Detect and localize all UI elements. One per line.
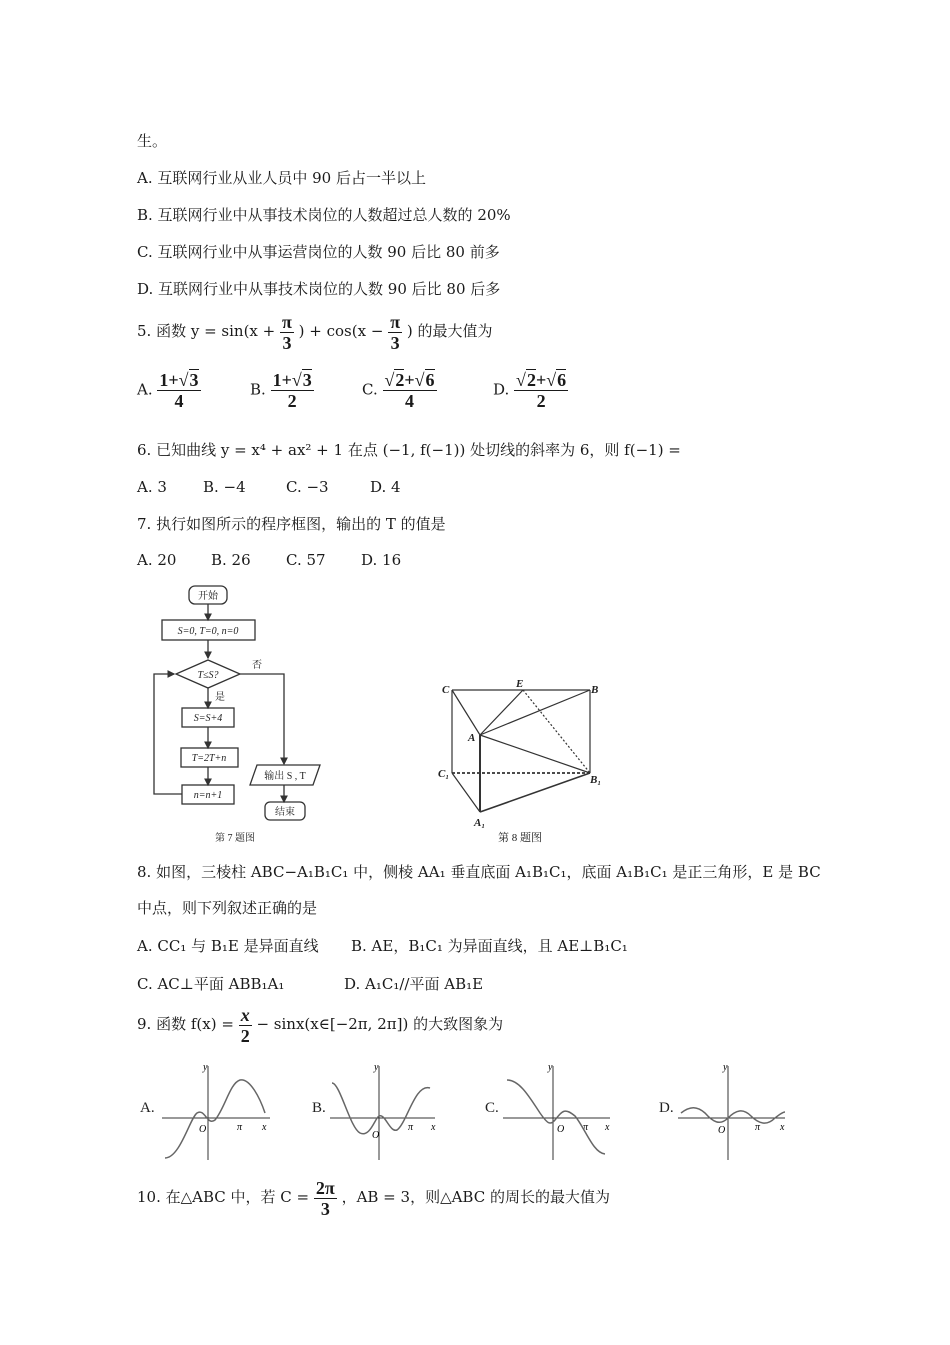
q10-stem [137, 1177, 610, 1219]
q7-option-a: A. 20 [137, 551, 177, 569]
prism-label-e: E [516, 678, 524, 690]
q5-option-a [137, 370, 201, 411]
graph-d [659, 1062, 785, 1160]
q10-frac-den: 3 [320, 1198, 330, 1219]
q4-option-d: D. 互联网行业中从事技术岗位的人数 90 后比 80 后多 [137, 280, 501, 298]
q9-frac-den: 2 [240, 1025, 250, 1046]
prism-label-a1: A₁ [474, 817, 486, 829]
graph-d-x: x [780, 1122, 785, 1133]
q7-option-d: D. 16 [361, 551, 402, 569]
q5-option-c-label: C. [362, 380, 378, 399]
q5-option-b [250, 370, 314, 411]
q10-frac [314, 1178, 337, 1219]
q5-option-a-label: A. [137, 380, 153, 399]
graph-d-label: D. [659, 1100, 674, 1116]
prism-diagram [430, 675, 610, 850]
q5-option-b-den: 2 [287, 391, 297, 411]
q8-option-b: B. AE，B₁C₁ 为异面直线，且 AE⊥B₁C₁ [351, 937, 628, 955]
flow-step2-text: T=2T+n [191, 753, 227, 764]
intro-tail: 生。 [137, 132, 168, 150]
graph-a-curve [165, 1080, 265, 1158]
graph-a-pi: π [237, 1122, 243, 1133]
q6-stem: 6. 已知曲线 y = x⁴ + ax² + 1 在点 (−1, f(−1)) 处切线的斜率为 6，则 f(−1) = [137, 441, 681, 459]
q5-option-a-num: 1+√3 [159, 370, 199, 390]
q5-frac-1-den: 3 [282, 332, 292, 353]
graph-a-y: y [203, 1062, 208, 1073]
graph-a-origin: O [199, 1124, 207, 1135]
q5-option-a-frac [157, 370, 200, 411]
prism-label-b1: B₁ [590, 774, 602, 786]
q5-option-c-num: √2+√6 [384, 370, 435, 390]
flow-init-text: S=0, T=0, n=0 [177, 626, 239, 637]
q5-option-d-den: 2 [536, 391, 546, 411]
q5-suffix: ) 的最大值为 [406, 322, 493, 340]
q5-option-c-den: 4 [405, 391, 415, 411]
q9-frac-num: x [240, 1004, 250, 1025]
flow-output-text: 输出 S , T [264, 771, 306, 782]
flow-step3-text: n=n+1 [193, 790, 223, 801]
q5-option-b-num: 1+√3 [272, 370, 312, 390]
q8-option-c: C. AC⊥平面 ABB₁A₁ [137, 975, 285, 993]
q8-option-a: A. CC₁ 与 B₁E 是异面直线 [137, 937, 319, 955]
graph-a-x: x [262, 1122, 267, 1133]
q5-frac-1-num: π [282, 311, 292, 332]
flow-condition-text: T≤S? [197, 670, 219, 681]
q4-option-a: A. 互联网行业从业人员中 90 后占一半以上 [137, 169, 426, 187]
q7-stem: 7. 执行如图所示的程序框图，输出的 T 的值是 [137, 515, 446, 533]
graph-d-origin: O [718, 1125, 726, 1136]
q9-suffix: − sinx(x∈[−2π, 2π]) 的大致图象为 [256, 1015, 504, 1033]
q5-mid: ) + cos(x − [298, 322, 384, 340]
q5-stem [137, 311, 492, 353]
graph-c-label: C. [485, 1100, 499, 1116]
graph-d-curve [681, 1108, 785, 1123]
graph-c-origin: O [557, 1124, 565, 1135]
graph-b [312, 1062, 436, 1160]
q8-stem-line2: 中点，则下列叙述正确的是 [137, 899, 318, 917]
flowchart-diagram [145, 580, 345, 850]
flow-step1-text: S=S+4 [193, 713, 223, 724]
prism-label-c: C [442, 684, 450, 696]
graph-a-label: A. [140, 1100, 155, 1116]
q7-option-c: C. 57 [286, 551, 326, 569]
q9-stem [137, 1004, 503, 1046]
prism-caption: 第 8 题图 [498, 832, 542, 844]
flow-end-text: 结束 [275, 807, 295, 818]
q6-option-c: C. −3 [286, 478, 329, 496]
flow-no-label: 否 [252, 660, 262, 671]
graph-b-x: x [431, 1122, 436, 1133]
q5-option-d-num: √2+√6 [516, 370, 567, 390]
prism-label-a: A [468, 732, 476, 744]
q9-graphs [135, 1058, 795, 1168]
q5-option-d [493, 370, 568, 411]
q5-option-c [362, 370, 437, 411]
flowchart-caption: 第 7 题图 [215, 833, 255, 844]
q6-option-d: D. 4 [370, 478, 401, 496]
q9-frac [239, 1005, 252, 1046]
prism-label-c1: C₁ [438, 768, 450, 780]
graph-c [485, 1062, 610, 1160]
q5-frac-2 [388, 312, 402, 353]
q5-option-a-den: 4 [174, 391, 184, 411]
q7-option-b: B. 26 [211, 551, 251, 569]
q4-option-b: B. 互联网行业中从事技术岗位的人数超过总人数的 20% [137, 206, 511, 224]
prism-label-b: B [591, 684, 599, 696]
graph-b-curve [332, 1083, 430, 1134]
q5-frac-2-num: π [390, 311, 401, 332]
q10-suffix: ，AB = 3，则△ABC 的周长的最大值为 [341, 1188, 610, 1206]
graph-b-pi: π [408, 1122, 414, 1133]
graph-d-pi: π [755, 1122, 761, 1133]
graph-c-pi: π [583, 1122, 589, 1133]
q6-option-a: A. 3 [137, 478, 167, 496]
q10-frac-num: 2π [315, 1177, 335, 1198]
q4-option-c: C. 互联网行业中从事运营岗位的人数 90 后比 80 前多 [137, 243, 500, 261]
graph-b-y: y [374, 1062, 379, 1073]
graph-c-curve [507, 1080, 605, 1154]
q5-option-b-frac [271, 370, 314, 411]
q5-option-d-label: D. [493, 380, 510, 399]
q6-option-b: B. −4 [203, 478, 246, 496]
q5-frac-2-den: 3 [390, 332, 400, 353]
graph-b-origin: O [372, 1130, 380, 1141]
q8-option-d: D. A₁C₁//平面 AB₁E [344, 975, 484, 993]
flow-start-text: 开始 [198, 591, 218, 602]
graph-c-y: y [548, 1062, 553, 1073]
q8-stem-line1: 8. 如图，三棱柱 ABC−A₁B₁C₁ 中，侧棱 AA₁ 垂直底面 A₁B₁C₁，底面 A₁B₁C₁ 是正三角形，E 是 BC [137, 863, 821, 881]
q9-prefix: 9. 函数 f(x) = [137, 1015, 234, 1033]
q5-prefix: 5. 函数 y = sin(x + [137, 322, 276, 340]
q5-option-c-frac [383, 370, 437, 411]
graph-b-label: B. [312, 1100, 326, 1116]
q10-prefix: 10. 在△ABC 中，若 C = [137, 1188, 310, 1206]
q5-frac-1 [280, 312, 294, 353]
graph-a [140, 1062, 270, 1160]
flow-yes-label: 是 [215, 692, 225, 703]
graph-d-y: y [723, 1062, 728, 1073]
q5-option-b-label: B. [250, 380, 266, 399]
q5-option-d-frac [514, 370, 568, 411]
graph-c-x: x [605, 1122, 610, 1133]
